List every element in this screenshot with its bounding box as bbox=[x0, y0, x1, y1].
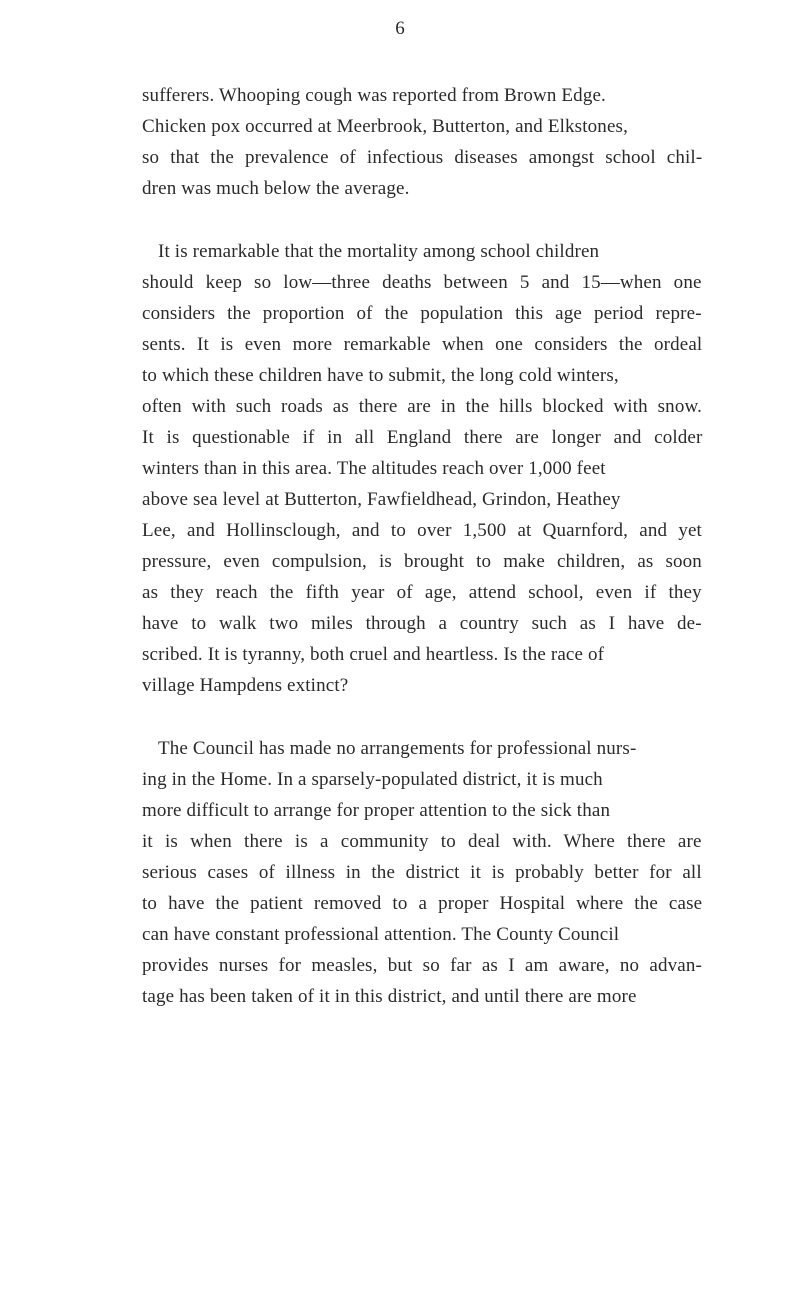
text-line: winters than in this area. The altitudes reach over 1,000 feet bbox=[142, 458, 606, 479]
text-line: it is when there is a community to deal with. Where there are bbox=[142, 831, 702, 852]
text-line: sufferers. Whooping cough was reported from Brown Edge. bbox=[142, 85, 606, 106]
text-line: should keep so low—three deaths between 5 and 15—when one bbox=[142, 272, 702, 293]
text-line: often with such roads as there are in the hills blocked with snow. bbox=[142, 396, 703, 417]
page-number: 6 bbox=[395, 18, 405, 39]
text-line: village Hampdens extinct? bbox=[142, 675, 349, 696]
text-line: serious cases of illness in the district it is probably better for all bbox=[142, 862, 702, 883]
text-line: to which these children have to submit, the long cold winters, bbox=[142, 365, 619, 386]
text-line: scribed. It is tyranny, both cruel and heartless. Is the race of bbox=[142, 644, 605, 665]
text-line: It is remarkable that the mortality among school children bbox=[158, 241, 600, 262]
text-line: tage has been taken of it in this district, and until there are more bbox=[142, 986, 637, 1007]
text-line: ing in the Home. In a sparsely-populated district, it is much bbox=[142, 769, 603, 790]
text-line: Lee, and Hollinsclough, and to over 1,500 at Quarnford, and yet bbox=[142, 520, 702, 541]
text-line: can have constant professional attention. The County Council bbox=[142, 924, 620, 945]
text-line: above sea level at Butterton, Fawfieldhead, Grindon, Heathey bbox=[142, 489, 621, 510]
text-line: Chicken pox occurred at Meerbrook, Butterton, and Elkstones, bbox=[142, 116, 628, 137]
text-line: have to walk two miles through a country such as I have de- bbox=[142, 613, 702, 634]
text-line: pressure, even compulsion, is brought to make children, as soon bbox=[142, 551, 702, 572]
text-line: dren was much below the average. bbox=[142, 178, 410, 199]
text-line: It is questionable if in all England there are longer and colder bbox=[142, 427, 703, 448]
text-line: more difficult to arrange for proper attention to the sick than bbox=[142, 800, 611, 821]
text-line: considers the proportion of the population this age period repre- bbox=[142, 303, 702, 324]
text-line: sents. It is even more remarkable when one considers the ordeal bbox=[142, 334, 703, 355]
text-line: The Council has made no arrangements for professional nurs- bbox=[158, 738, 637, 759]
text-line: as they reach the fifth year of age, attend school, even if they bbox=[142, 582, 702, 603]
text-line: so that the prevalence of infectious diseases amongst school chil- bbox=[142, 147, 703, 168]
text-line: to have the patient removed to a proper Hospital where the case bbox=[142, 893, 703, 914]
text-line: provides nurses for measles, but so far as I am aware, no advan- bbox=[142, 955, 703, 976]
